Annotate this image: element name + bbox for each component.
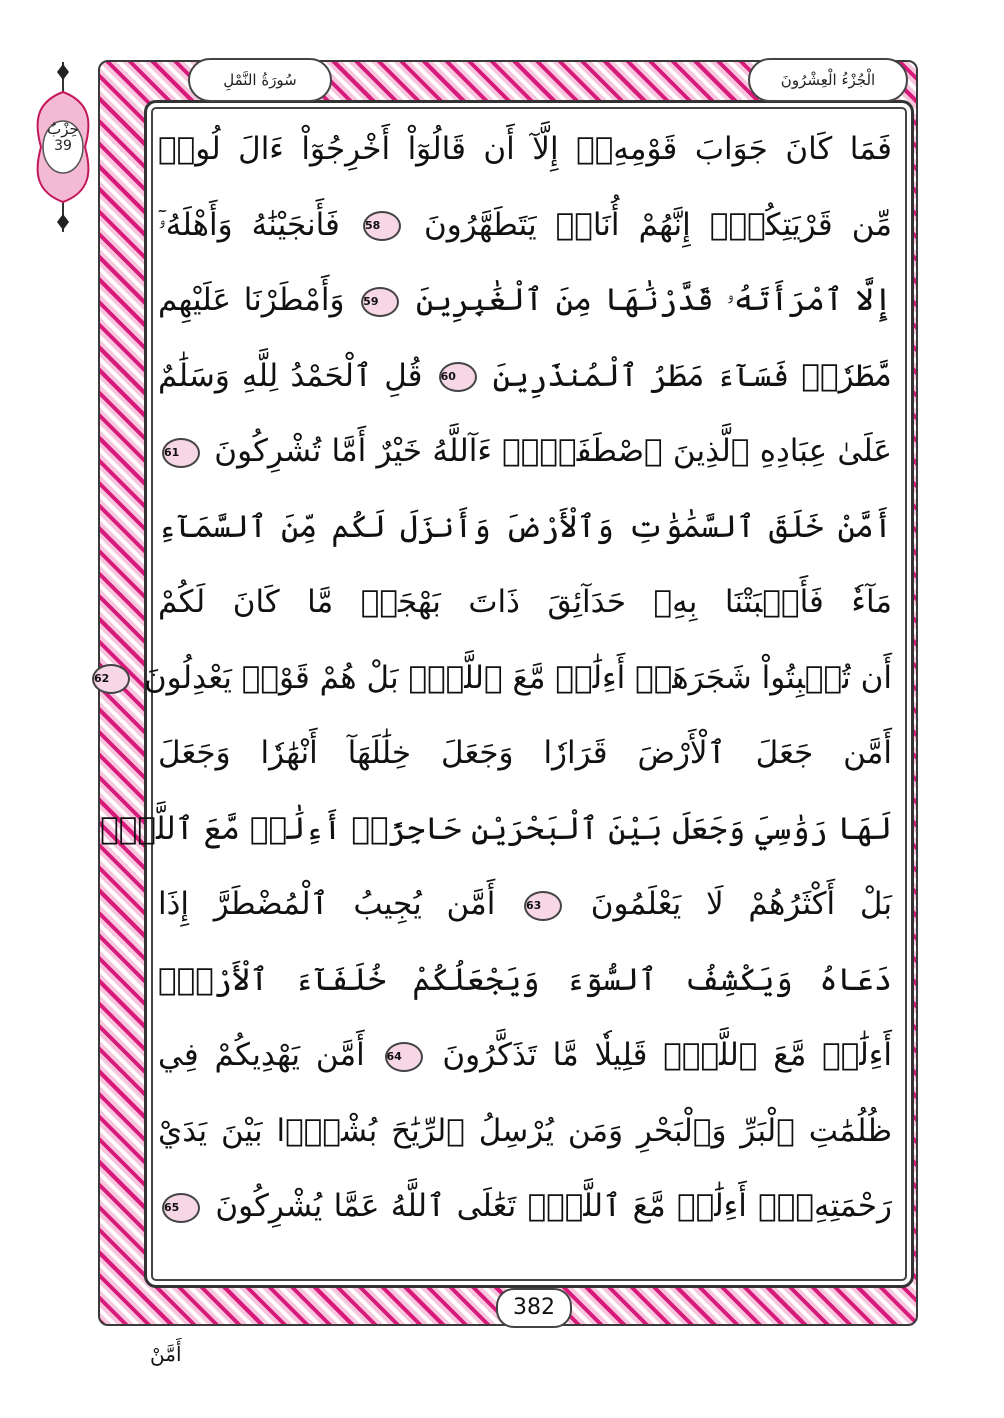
verse-text: إِلَّا ٱمْرَأَتَهُۥ قَدَّرْنَٰهَا مِنَ ٱلْغَٰبِرِينَ	[415, 282, 893, 318]
verse-line	[158, 1094, 892, 1170]
verse-text: رَحْمَتِهِۦٓۗ أَءِلَٰهٞ مَّعَ ٱللَّهِۚ تَعَٰلَى ٱللَّهُ عَمَّا يُشْرِكُونَ	[215, 1188, 892, 1224]
ayah-number-marker: 62	[92, 664, 130, 694]
verse-text: مَّطَرٗاۖ فَسَآءَ مَطَرُ ٱلْمُنذَرِينَ	[492, 357, 892, 394]
verse-text: فَأَنجَيْنَٰهُ وَأَهْلَهُۥٓ	[158, 206, 340, 243]
verse-line	[100, 792, 892, 868]
hizb-number: 39	[54, 138, 72, 154]
verse-line	[158, 490, 892, 566]
verse-line	[158, 414, 892, 490]
verse-line	[158, 1018, 892, 1094]
verse-line	[158, 716, 892, 792]
verse-text: أَمَّن يَهْدِيكُمْ فِي	[158, 1037, 365, 1073]
quran-text	[93, 112, 893, 1272]
verse-line	[158, 1169, 892, 1245]
verse-line	[158, 263, 892, 339]
verse-line	[158, 339, 892, 415]
juz-label: الْجُزْءُ الْعِشْرُونَ	[748, 58, 908, 102]
verse-text: أَمَّنْ خَلَقَ ٱلسَّمَٰوَٰتِ وَٱلْأَرْضَ وَأَنزَلَ لَكُم مِّنَ ٱلسَّمَآءِ	[158, 508, 892, 545]
verse-line	[158, 867, 892, 943]
page-number: 382	[496, 1288, 572, 1328]
verse-text: أَمَّن يُجِيبُ ٱلْمُضْطَرَّ إِذَا	[158, 886, 496, 922]
verse-text: لَهَا رَوَٰسِيَ وَجَعَلَ بَيْنَ ٱلْبَحْرَيْنِ حَاجِزًاۗ أَءِلَٰهٞ مَّعَ ٱللَّهِۚ	[100, 810, 892, 847]
verse-text: بَلْ أَكْثَرُهُمْ لَا يَعْلَمُونَ	[590, 886, 892, 922]
ayah-number-marker: 59	[361, 287, 399, 317]
hizb-word: حِزْبٌ	[47, 120, 79, 138]
verse-text: مِّن قَرْيَتِكُمْۖ إِنَّهُمْ أُنَاسٞ يَتَطَهَّرُونَ	[424, 206, 892, 243]
verse-line	[158, 188, 892, 264]
catchword: أَمَّنْ	[150, 1342, 182, 1366]
verse-text: أَمَّن جَعَلَ ٱلْأَرْضَ قَرَارٗا وَجَعَلَ خِلَٰلَهَآ أَنْهَٰرٗا وَجَعَلَ	[158, 735, 892, 771]
verse-text: أَءِلَٰهٞ مَّعَ ٱللَّهِۚ قَلِيلٗا مَّا تَذَكَّرُونَ	[442, 1037, 892, 1073]
verse-text: فَمَا كَانَ جَوَابَ قَوْمِهِۦٓ إِلَّآ أَن قَالُوٓاْ أَخْرِجُوٓاْ ءَالَ لُوطٖ	[158, 131, 892, 167]
hizb-marker	[30, 62, 96, 232]
ayah-number-marker: 60	[439, 362, 477, 392]
verse-text: وَأَمْطَرْنَا عَلَيْهِم	[158, 282, 345, 318]
ayah-number-marker: 65	[162, 1193, 200, 1223]
verse-text: عَلَىٰ عِبَادِهِ ٱلَّذِينَ ٱصْطَفَىٰٓۗ ءَآللَّهُ خَيْرٌ أَمَّا تُشْرِكُونَ	[214, 433, 892, 469]
ayah-number-marker: 63	[524, 891, 562, 921]
verse-text: مَآءٗ فَأَنۢبَتْنَا بِهِۦ حَدَآئِقَ ذَاتَ بَهْجَةٖ مَّا كَانَ لَكُمْ	[158, 584, 892, 620]
ayah-number-marker: 58	[363, 211, 401, 241]
ayah-number-marker: 61	[162, 438, 200, 468]
surah-label: سُورَةُ النَّمْلِ	[188, 58, 332, 102]
verse-line	[93, 641, 892, 717]
ayah-number-marker: 64	[385, 1042, 423, 1072]
hizb-text	[30, 120, 96, 154]
verse-line	[158, 565, 892, 641]
verse-text: دَعَاهُ وَيَكْشِفُ ٱلسُّوٓءَ وَيَجْعَلُكُمْ خُلَفَآءَ ٱلْأَرْضِۗ	[158, 961, 892, 998]
verse-text: أَن تُنۢبِتُواْ شَجَرَهَآۗ أَءِلَٰهٞ مَّعَ ٱللَّهِۚ بَلْ هُمْ قَوْمٞ يَعْدِلُونَ	[143, 659, 892, 696]
verse-line	[158, 943, 892, 1019]
verse-text: ظُلُمَٰتِ ٱلْبَرِّ وَٱلْبَحْرِ وَمَن يُرْسِلُ ٱلرِّيَٰحَ بُشْرَۢا بَيْنَ يَدَيْ	[158, 1112, 892, 1149]
verse-line	[158, 112, 892, 188]
verse-text: قُلِ ٱلْحَمْدُ لِلَّهِ وَسَلَٰمٌ	[158, 357, 423, 394]
